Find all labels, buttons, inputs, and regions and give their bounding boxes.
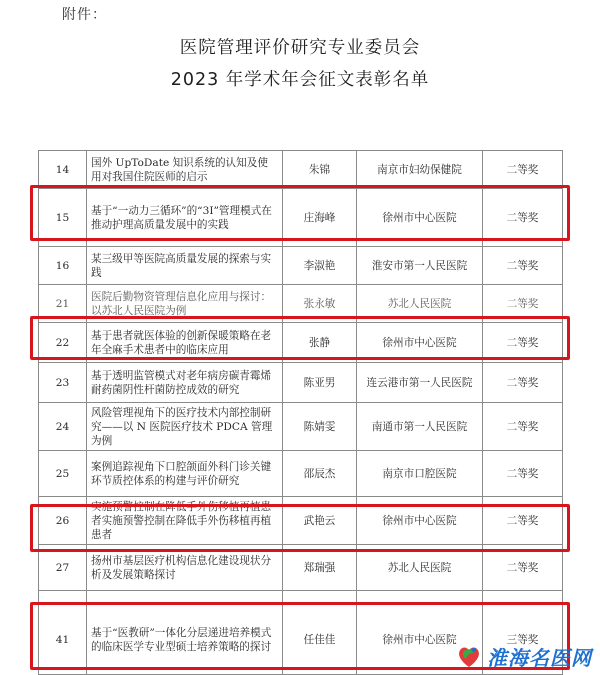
table-row xyxy=(39,403,563,451)
award-level: 二等奖 xyxy=(483,497,563,545)
paper-title: 医院后勤物资管理信息化应用与探讨：以苏北人民医院为例 xyxy=(87,285,283,323)
table-row xyxy=(39,323,563,363)
author-name: 李淑艳 xyxy=(283,247,357,285)
author-name: 任佳佳 xyxy=(283,605,357,675)
paper-title: 基于透明监管模式对老年病房碳青霉烯耐药菌阴性杆菌防控成效的研究 xyxy=(87,363,283,403)
award-level: 三等奖 xyxy=(483,605,563,675)
hospital-name: 徐州市中心医院 xyxy=(357,497,483,545)
hospital-name: 苏北人民医院 xyxy=(357,545,483,591)
paper-title: 扬州市基层医疗机构信息化建设现状分析及发展策略探讨 xyxy=(87,545,283,591)
site-watermark xyxy=(455,641,592,671)
author-name: 朱锦 xyxy=(283,151,357,189)
table-row xyxy=(39,247,563,285)
row-number: 15 xyxy=(39,189,87,247)
row-number: 16 xyxy=(39,247,87,285)
hospital-name: 连云港市第一人民医院 xyxy=(357,363,483,403)
row-number: 26 xyxy=(39,497,87,545)
paper-title: 基于“一动力三循环”的“3I”管理模式在推动护理高质量发展中的实践 xyxy=(87,189,283,247)
attachment-label: 附件： xyxy=(62,7,107,23)
paper-title: 基于患者就医体验的创新保暖策略在老年全麻手术患者中的临床应用 xyxy=(87,323,283,363)
hospital-name: 南京市口腔医院 xyxy=(357,451,483,497)
paper-title: 某三级甲等医院高质量发展的探索与实践 xyxy=(87,247,283,285)
award-level: 二等奖 xyxy=(483,363,563,403)
row-number: 14 xyxy=(39,151,87,189)
author-name: 庄海峰 xyxy=(283,189,357,247)
table-row xyxy=(39,189,563,247)
award-level: 二等奖 xyxy=(483,323,563,363)
author-name: 张静 xyxy=(283,323,357,363)
paper-title: 国外 UpToDate 知识系统的认知及使用对我国住院医师的启示 xyxy=(87,151,283,189)
hospital-name: 苏北人民医院 xyxy=(357,285,483,323)
hospital-name: 徐州市中心医院 xyxy=(357,605,483,675)
table-row xyxy=(39,545,563,591)
author-name: 张永敏 xyxy=(283,285,357,323)
award-table xyxy=(38,150,563,675)
author-name: 陈亚男 xyxy=(283,363,357,403)
award-level: 二等奖 xyxy=(483,403,563,451)
award-level: 二等奖 xyxy=(483,151,563,189)
award-level: 二等奖 xyxy=(483,247,563,285)
row-number: 25 xyxy=(39,451,87,497)
table-row xyxy=(39,285,563,323)
award-level: 二等奖 xyxy=(483,451,563,497)
paper-title: 案例追踪视角下口腔颌面外科门诊关键环节质控体系的构建与评价研究 xyxy=(87,451,283,497)
heart-leaf-logo-icon xyxy=(455,642,483,670)
paper-title: 风险管理视角下的医疗技术内部控制研究——以 N 医院医疗技术 PDCA 管理为例 xyxy=(87,403,283,451)
table-row xyxy=(39,151,563,189)
hospital-name: 徐州市中心医院 xyxy=(357,189,483,247)
row-number: 23 xyxy=(39,363,87,403)
table-row xyxy=(39,497,563,545)
hospital-name: 南京市妇幼保健院 xyxy=(357,151,483,189)
paper-title: 基于“医教研”一体化分层递进培养模式的临床医学专业型硕士培养策略的探讨 xyxy=(87,605,283,675)
row-number: 22 xyxy=(39,323,87,363)
row-number: 21 xyxy=(39,285,87,323)
award-level: 二等奖 xyxy=(483,189,563,247)
author-name: 陈婧雯 xyxy=(283,403,357,451)
hospital-name: 淮安市第一人民医院 xyxy=(357,247,483,285)
award-level: 二等奖 xyxy=(483,285,563,323)
table-row-partial xyxy=(39,591,563,605)
row-number: 24 xyxy=(39,403,87,451)
hospital-name: 徐州市中心医院 xyxy=(357,323,483,363)
document-subtitle: 2023 年学术年会征文表彰名单 xyxy=(170,70,430,90)
row-number: 41 xyxy=(39,605,87,675)
hospital-name: 南通市第一人民医院 xyxy=(357,403,483,451)
document-title: 医院管理评价研究专业委员会 xyxy=(179,38,421,58)
author-name: 郑瑞强 xyxy=(283,545,357,591)
watermark-text: 淮海名医网 xyxy=(487,645,592,670)
paper-title: 实施预警控制在降低手外伤移植再植患者实施预警控制在降低手外伤移植再植患者 xyxy=(87,497,283,545)
table-row xyxy=(39,451,563,497)
award-level: 二等奖 xyxy=(483,545,563,591)
author-name: 邵辰杰 xyxy=(283,451,357,497)
table-row xyxy=(39,363,563,403)
author-name: 武艳云 xyxy=(283,497,357,545)
row-number: 27 xyxy=(39,545,87,591)
